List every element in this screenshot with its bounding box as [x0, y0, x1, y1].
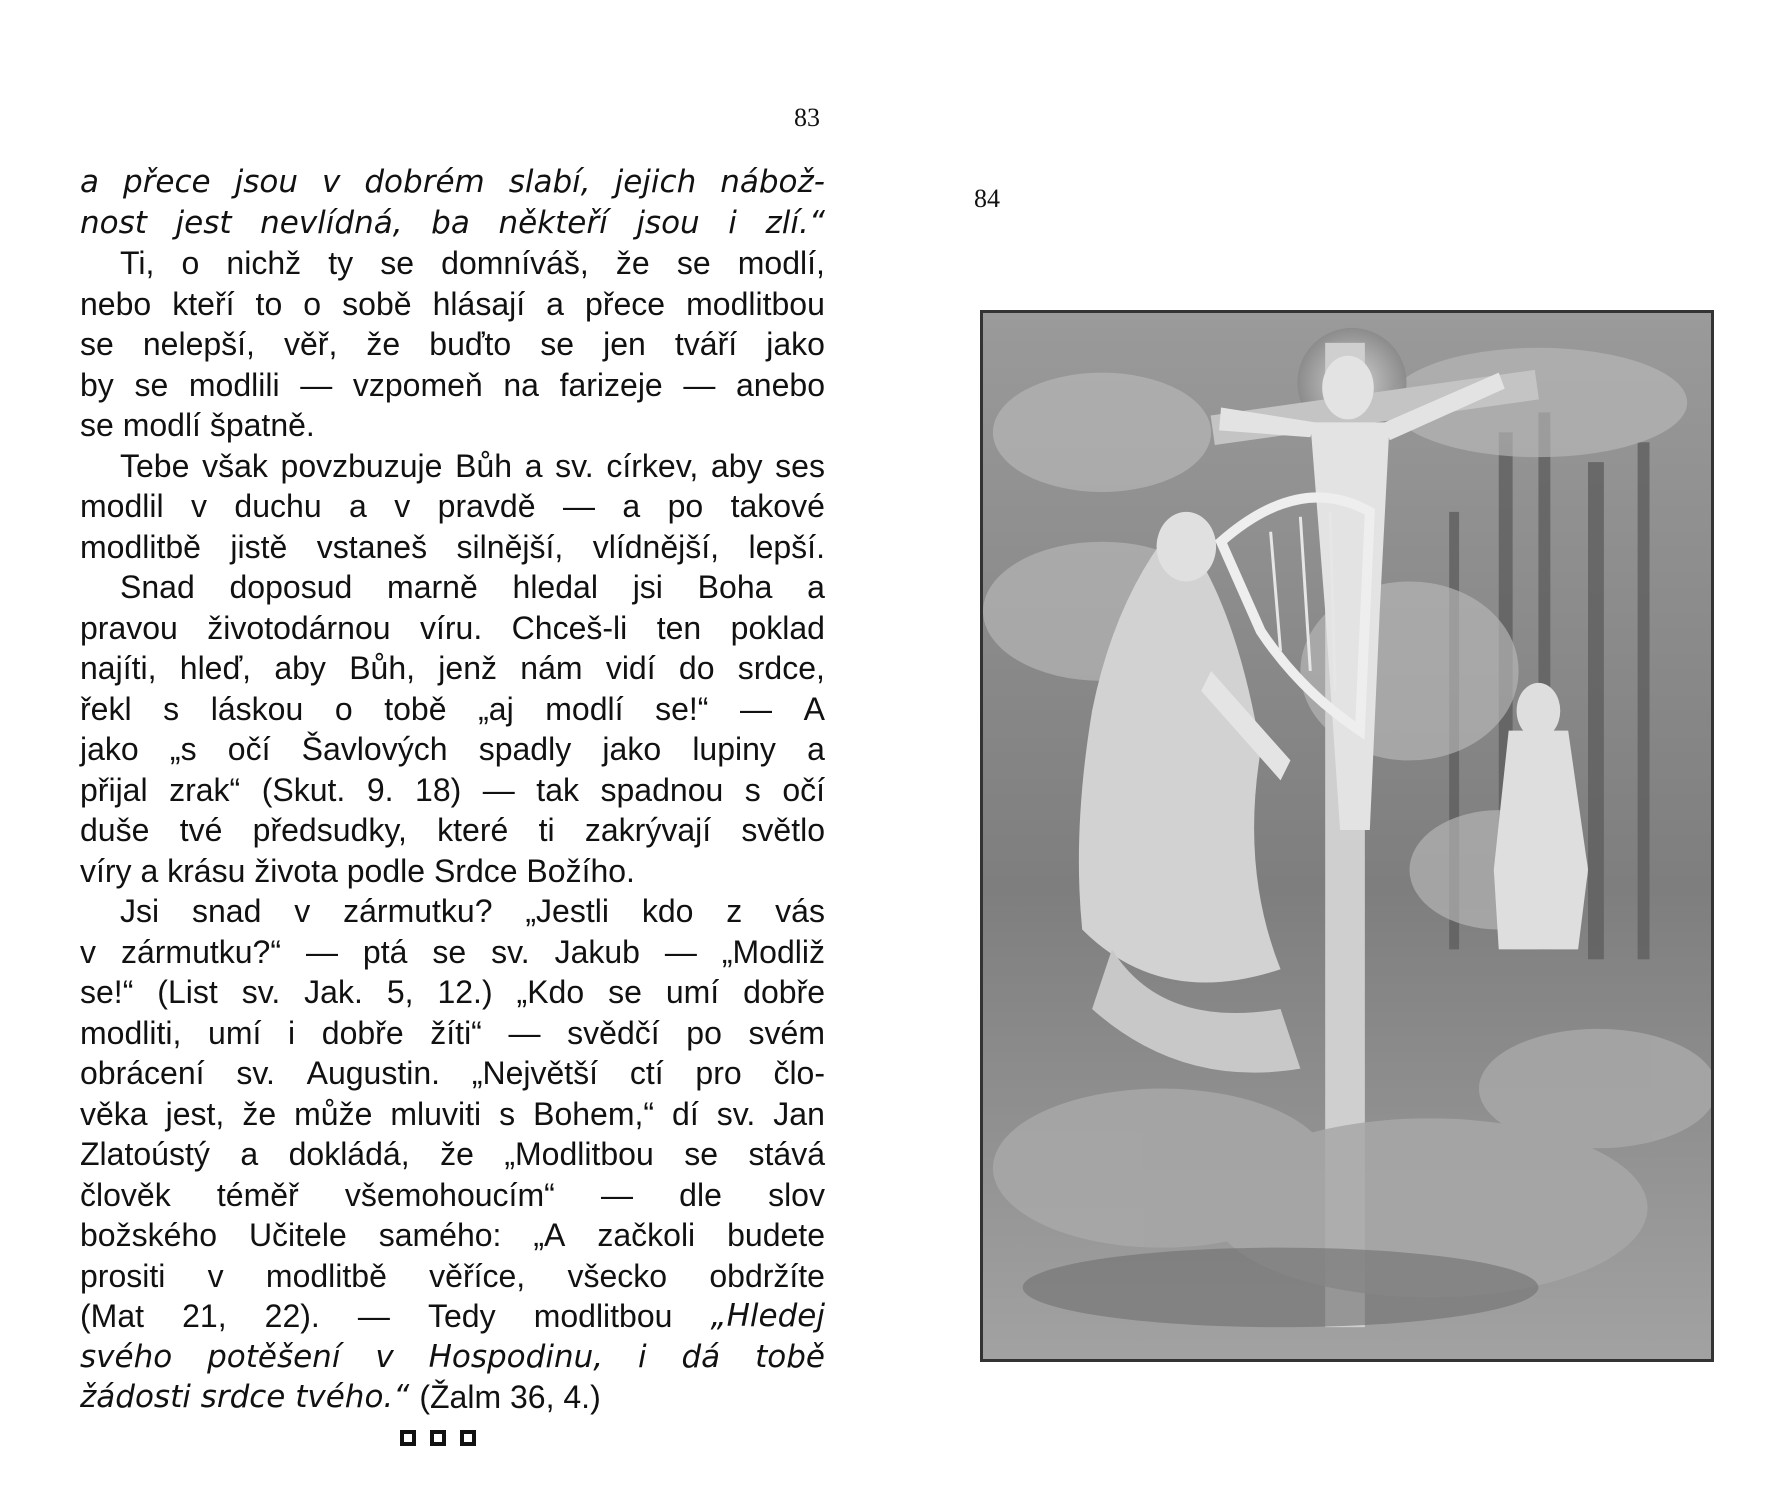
word: že	[615, 245, 650, 281]
word: Bohem,“	[533, 1095, 655, 1132]
word: jako	[602, 731, 662, 767]
word: —	[740, 690, 773, 727]
word: vás	[775, 893, 825, 929]
word: zármutku?	[343, 893, 493, 929]
word: aby	[274, 650, 326, 686]
word: a	[622, 488, 641, 524]
square-ornament-icon	[400, 1430, 416, 1446]
word: potěšení	[207, 1338, 341, 1375]
text-line	[80, 405, 825, 446]
word: poklad	[730, 609, 825, 646]
word: sv.	[491, 933, 530, 970]
word: kdo	[641, 893, 694, 929]
word: v	[294, 893, 311, 929]
word: očí	[782, 771, 825, 808]
word: Augustin.	[306, 1055, 441, 1091]
word: dobrém	[364, 164, 485, 200]
word: —	[305, 933, 338, 970]
word: po	[667, 488, 704, 524]
word: stává	[748, 1136, 825, 1172]
word: zakrývají	[584, 812, 712, 848]
word: samého:	[378, 1217, 502, 1253]
word: pro	[695, 1055, 742, 1091]
word: Hospodinu,	[428, 1338, 604, 1375]
word: modlí	[545, 690, 624, 727]
word: v	[394, 488, 411, 524]
text-line	[80, 446, 825, 487]
word: ptá	[362, 933, 408, 970]
word: začkoli	[597, 1217, 696, 1253]
word: Ti,	[120, 245, 155, 281]
word: ty	[328, 245, 354, 281]
text-line	[80, 527, 825, 568]
text-line	[80, 1175, 825, 1216]
word: se	[540, 326, 575, 362]
word: přece	[585, 285, 666, 322]
text-line	[80, 729, 825, 770]
word: Jak.	[304, 974, 363, 1010]
word: duše	[80, 812, 150, 848]
word: vzpomeň	[352, 366, 483, 403]
text-span: víry a krásu života podle Srdce Božího.	[80, 852, 635, 889]
word: a	[80, 164, 99, 200]
word: hlásají	[432, 285, 526, 322]
word: z	[726, 893, 743, 929]
text-line	[80, 284, 825, 325]
word: sv.	[555, 447, 594, 484]
word: jsou	[636, 204, 700, 241]
word: Boha	[697, 569, 773, 605]
word: jako	[766, 326, 825, 362]
text-line	[80, 243, 825, 284]
text-line	[80, 1377, 825, 1418]
word: ti	[538, 812, 555, 848]
word: řekl	[80, 690, 132, 727]
square-ornament-icon	[460, 1430, 476, 1446]
word: a	[807, 731, 825, 767]
word: —	[600, 1176, 633, 1213]
word: církev,	[606, 447, 699, 484]
word: (Mat	[80, 1298, 144, 1334]
word: nábož-	[720, 164, 825, 200]
illustration-graphic	[983, 313, 1711, 1359]
word: o	[303, 285, 322, 322]
word: očí	[227, 731, 271, 767]
text-line	[80, 648, 825, 689]
word: ctí	[629, 1055, 664, 1091]
section-end-marker	[400, 1430, 476, 1446]
word: „Modliž	[721, 933, 825, 970]
word: —	[664, 933, 697, 970]
word: A	[803, 690, 825, 727]
word: v	[207, 1257, 224, 1294]
word: zrak“	[169, 771, 241, 808]
word: Jan	[773, 1095, 825, 1132]
word: životodárnou	[207, 609, 391, 646]
word: jest,	[165, 1095, 225, 1132]
word: a	[546, 285, 564, 322]
word: ses	[775, 447, 825, 484]
word: se!“	[655, 690, 709, 727]
text-line	[80, 567, 825, 608]
word: v	[375, 1338, 394, 1375]
word: s	[499, 1095, 516, 1132]
word: nebo	[80, 285, 152, 322]
word: světlo	[741, 812, 825, 848]
word: v	[80, 933, 96, 970]
text-line	[80, 1337, 825, 1378]
word: 18)	[415, 771, 462, 808]
text-line	[80, 608, 825, 649]
word: budete	[727, 1217, 825, 1253]
word: srdce,	[737, 650, 825, 686]
body-text	[80, 162, 825, 1418]
word: „Kdo	[516, 974, 585, 1010]
word: lepší.	[748, 528, 825, 565]
word: nichž	[226, 245, 302, 281]
word: „Modlitbou	[504, 1136, 654, 1172]
word: 5,	[386, 974, 414, 1010]
word: Chceš-li	[511, 609, 628, 646]
word: Zlatoústý	[80, 1136, 210, 1172]
word: tobě	[755, 1338, 825, 1375]
word: i	[288, 1014, 296, 1051]
word: by	[80, 366, 114, 403]
word: a	[524, 447, 543, 484]
word: —	[482, 771, 515, 808]
word: v	[322, 164, 341, 200]
text-line	[80, 1134, 825, 1175]
word: a	[240, 1136, 259, 1172]
word: nevlídná,	[260, 204, 403, 241]
word: —	[562, 488, 595, 524]
word: jen	[603, 326, 646, 362]
word: jenž	[438, 650, 497, 686]
word: v	[191, 488, 207, 524]
word: se	[608, 974, 642, 1010]
word: s	[744, 771, 761, 808]
text-span: (Žalm 36, 4.)	[419, 1379, 601, 1415]
word: a	[349, 488, 367, 524]
word: tak	[536, 771, 579, 808]
word: slov	[768, 1176, 825, 1213]
word: Učitele	[248, 1217, 347, 1253]
word: láskou	[210, 690, 304, 727]
text-line	[80, 1013, 825, 1054]
word: po	[686, 1014, 722, 1051]
word: sv.	[236, 1055, 275, 1091]
word: 12.)	[437, 974, 493, 1010]
word: modlitbě	[265, 1257, 387, 1294]
word: i	[728, 204, 737, 241]
word: však	[202, 447, 268, 484]
word: obdržíte	[709, 1257, 825, 1294]
word: nám	[520, 650, 583, 686]
word: „Jestli	[525, 893, 609, 929]
word: se	[380, 245, 415, 281]
text-line	[80, 891, 825, 932]
word: přece	[123, 164, 211, 200]
text-line	[80, 689, 825, 730]
word: obrácení	[80, 1055, 205, 1091]
word: nelepší,	[142, 326, 255, 362]
word: —	[683, 366, 716, 403]
word: tobě	[384, 690, 447, 727]
text-line	[80, 162, 825, 203]
word: buďto	[429, 326, 512, 362]
word: dí	[672, 1095, 699, 1132]
word: to	[255, 285, 283, 322]
word: Jakub	[554, 933, 640, 970]
text-line	[80, 810, 825, 851]
word: o	[181, 245, 200, 281]
word: ba	[431, 204, 470, 241]
word: dobře	[321, 1014, 404, 1051]
word: věř,	[284, 326, 338, 362]
word: —	[300, 366, 333, 403]
word: hleď,	[179, 650, 252, 686]
word: spadnou	[600, 771, 724, 808]
word: modlí,	[737, 245, 825, 281]
word: „s	[169, 731, 197, 767]
word: anebo	[736, 366, 825, 403]
word: jsou	[234, 164, 299, 200]
word: domníváš,	[441, 245, 589, 281]
word: dokládá,	[288, 1136, 410, 1172]
text-line	[80, 972, 825, 1013]
word: „A	[533, 1217, 566, 1253]
word: duchu	[234, 488, 322, 524]
word: Tedy	[428, 1298, 496, 1334]
word: prositi	[80, 1257, 166, 1294]
word: přijal	[80, 771, 148, 808]
word: silnější,	[456, 528, 564, 565]
word: marně	[387, 569, 478, 605]
word: se	[134, 366, 169, 403]
word: všecko	[567, 1257, 668, 1294]
word: Jsi	[120, 893, 160, 929]
word: člověk	[80, 1176, 171, 1213]
word: dá	[681, 1338, 721, 1375]
text-line	[80, 770, 825, 811]
text-line	[80, 1053, 825, 1094]
word: vstaneš	[316, 528, 428, 565]
word: Šavlových	[301, 731, 448, 767]
text-line	[80, 324, 825, 365]
word: spadly	[478, 731, 572, 767]
word: „aj	[478, 690, 514, 727]
word: božského	[80, 1217, 217, 1253]
text-line	[80, 1256, 825, 1297]
word: (List	[157, 974, 218, 1010]
word: člo-	[773, 1055, 825, 1091]
text-line	[80, 203, 825, 244]
word: nost	[80, 204, 147, 241]
text-span: žádosti srdce tvého.“	[80, 1379, 410, 1415]
word: modliti,	[80, 1014, 182, 1051]
square-ornament-icon	[430, 1430, 446, 1446]
word: dobře	[743, 974, 825, 1010]
word: umí	[208, 1014, 262, 1051]
word: —	[508, 1014, 541, 1051]
word: jest	[175, 204, 232, 241]
word: se	[684, 1136, 719, 1172]
word: svědčí	[567, 1014, 660, 1051]
word: vlídnější,	[592, 528, 719, 565]
word: lupiny	[692, 731, 776, 767]
text-line	[80, 1215, 825, 1256]
word: téměř	[216, 1176, 299, 1213]
word: jsi	[632, 569, 663, 605]
word: sobě	[342, 285, 412, 322]
word: kteří	[172, 285, 235, 322]
word: na	[503, 366, 539, 403]
word: ten	[656, 609, 702, 646]
word: se	[432, 933, 467, 970]
word: pravdě	[437, 488, 536, 524]
word: hledal	[512, 569, 598, 605]
word: doposud	[229, 569, 353, 605]
word: že	[440, 1136, 474, 1172]
word: předsudky,	[252, 812, 407, 848]
text-line	[80, 851, 825, 892]
word: že	[242, 1095, 277, 1132]
word: —	[357, 1298, 390, 1334]
word: slabí,	[508, 164, 591, 200]
word: pravou	[80, 609, 178, 646]
word: jejich	[614, 164, 697, 200]
word: do	[678, 650, 715, 686]
word: věříce,	[429, 1257, 526, 1294]
word: jistě	[230, 528, 288, 565]
word: svém	[748, 1014, 825, 1051]
text-line	[80, 1296, 825, 1337]
word: jako	[80, 731, 139, 767]
crucifixion-engraving-icon	[980, 310, 1714, 1362]
word: najíti,	[80, 650, 157, 686]
word: „Hledej	[710, 1298, 825, 1334]
word: (Skut.	[261, 771, 346, 808]
word: takové	[730, 488, 825, 524]
text-line	[80, 1094, 825, 1135]
text-line	[80, 932, 825, 973]
page-number-right: 84	[974, 184, 1000, 213]
word: modlitbou	[533, 1298, 673, 1334]
word: věka	[80, 1095, 148, 1132]
word: žíti“	[430, 1014, 482, 1051]
word: 9.	[366, 771, 394, 808]
word: které	[437, 812, 509, 848]
word: tváří	[674, 326, 738, 362]
text-span: se modlí špatně.	[80, 407, 315, 443]
word: modlili	[188, 366, 280, 403]
word: vidí	[605, 650, 656, 686]
word: umí	[665, 974, 720, 1010]
word: a	[807, 569, 825, 605]
word: i	[637, 1338, 647, 1375]
word: sv.	[241, 974, 281, 1010]
text-line	[80, 365, 825, 406]
word: 21,	[182, 1298, 227, 1334]
word: všemohoucím“	[344, 1176, 555, 1213]
word: povzbuzuje	[280, 447, 443, 484]
word: 22).	[264, 1298, 320, 1334]
word: aby	[710, 447, 763, 484]
word: víru.	[419, 609, 483, 646]
word: že	[366, 326, 401, 362]
word: modlil	[80, 488, 164, 524]
word: modlitbou	[686, 285, 825, 322]
word: Snad	[120, 569, 195, 605]
word: svého	[80, 1338, 173, 1375]
word: tvé	[179, 812, 223, 848]
word: mluviti	[390, 1095, 482, 1132]
word: s	[163, 690, 180, 727]
word: zlí.“	[765, 204, 825, 241]
word: „Největší	[471, 1055, 599, 1091]
word: farizeje	[559, 366, 663, 403]
word: dle	[679, 1176, 722, 1213]
word: se!“	[80, 974, 134, 1010]
word: o	[334, 690, 353, 727]
word: sv.	[716, 1095, 756, 1132]
word: někteří	[498, 204, 608, 241]
word: se	[80, 326, 114, 362]
word: Tebe	[120, 447, 190, 484]
word: modlitbě	[80, 528, 201, 565]
word: Bůh,	[349, 650, 416, 686]
word: snad	[191, 893, 262, 929]
word: může	[294, 1095, 373, 1132]
text-line	[80, 486, 825, 527]
page-number-left: 83	[794, 103, 820, 132]
word: se	[676, 245, 711, 281]
word: Bůh	[455, 447, 513, 484]
word: zármutku?“	[120, 933, 281, 970]
